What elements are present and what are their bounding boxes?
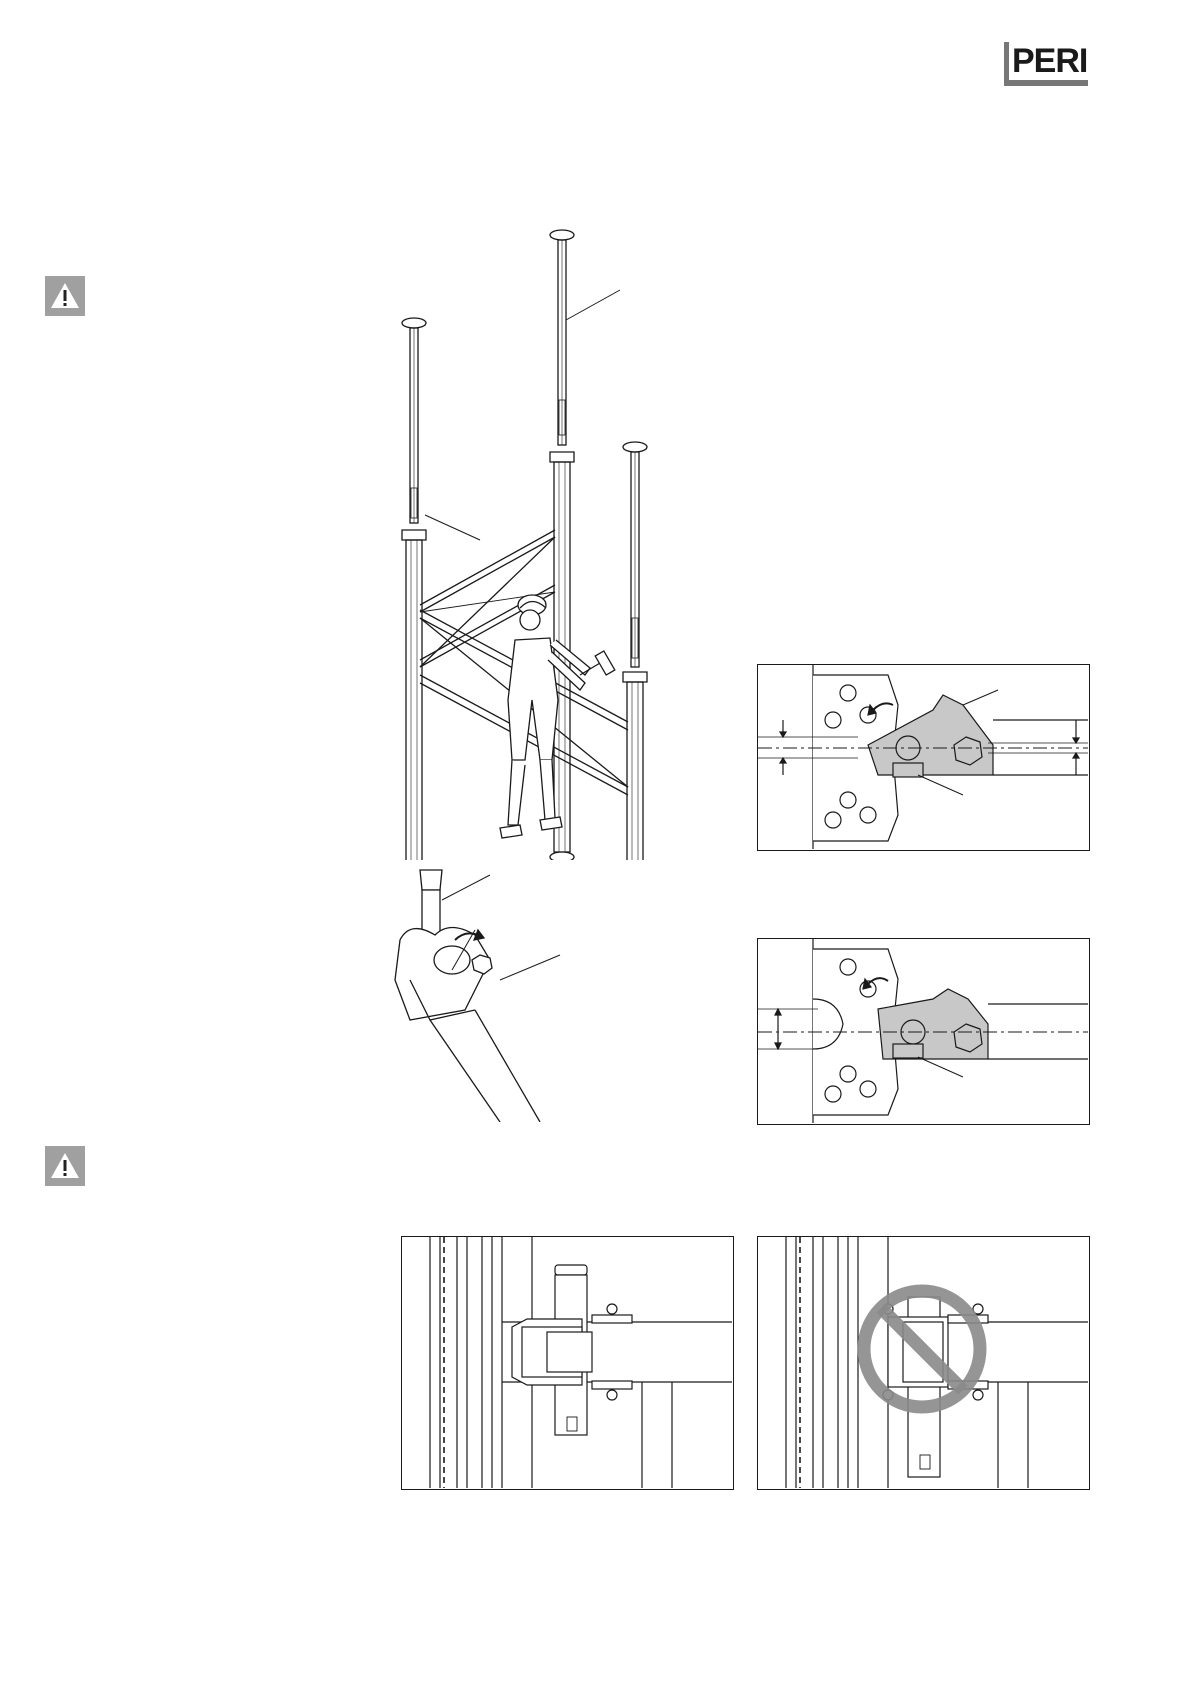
warning-triangle-icon: [45, 1146, 85, 1186]
prop-assembly-drawing: [380, 220, 680, 860]
worker-figure: [500, 595, 615, 838]
prohibited-circle-icon: [854, 1281, 990, 1417]
back-prop: [550, 230, 574, 860]
wedge-fitting-correct: [401, 1236, 734, 1490]
warning-triangle-icon: [45, 276, 85, 316]
peri-logo: [1004, 42, 1088, 86]
wedge-fitting-incorrect: [757, 1236, 1090, 1490]
logo-text: PERI: [1012, 42, 1088, 80]
right-prop: [623, 442, 647, 860]
coupler-detail-correct-2: [757, 938, 1090, 1125]
wedge-detail-drawing: [380, 860, 580, 1122]
coupler-detail-correct-1: [757, 664, 1090, 851]
left-prop: [402, 318, 426, 860]
